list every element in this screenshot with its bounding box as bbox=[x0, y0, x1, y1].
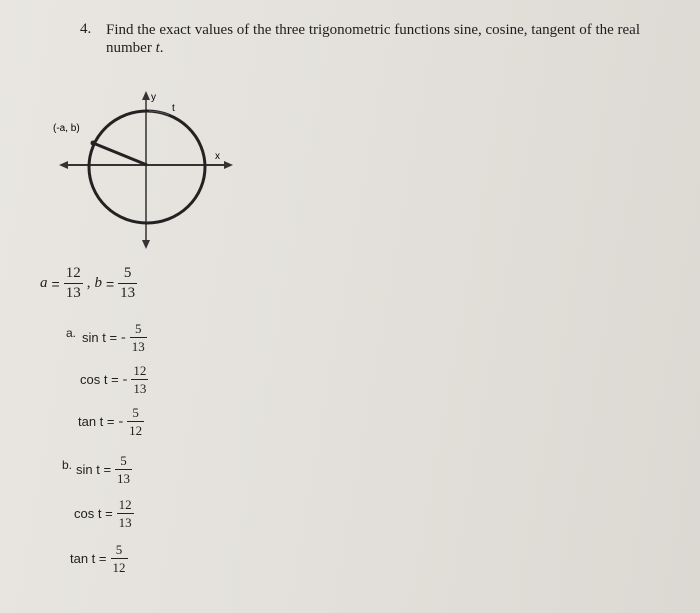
part-b-cos-row bbox=[74, 498, 134, 529]
b-denominator: 13 bbox=[120, 285, 136, 301]
part-b-sin-row bbox=[76, 454, 132, 485]
part-b-cos-denominator: 13 bbox=[118, 515, 132, 530]
part-a-tan-row bbox=[78, 406, 144, 437]
part-a-cos-denominator: 13 bbox=[133, 381, 147, 396]
part-b-sin-fraction bbox=[115, 454, 132, 485]
y-axis-up-arrow bbox=[142, 91, 150, 100]
question-text-prefix: Find the exact values of the three trigonometric functions sine, cosine, tangent of the real number bbox=[106, 22, 640, 56]
part-b-tan-denominator: 12 bbox=[112, 560, 126, 575]
a-fraction bbox=[64, 266, 83, 301]
part-b-label: b. bbox=[62, 458, 73, 472]
part-a-tan-sign: - bbox=[118, 413, 124, 429]
part-a-sin-denominator: 13 bbox=[131, 339, 145, 354]
part-a-sin-numerator: 5 bbox=[134, 321, 142, 336]
b-equals: = bbox=[105, 275, 115, 292]
point-marker bbox=[91, 141, 96, 146]
a-variable: a bbox=[40, 275, 48, 291]
part-a-sin-sign: - bbox=[121, 329, 126, 345]
part-b-tan-row bbox=[70, 543, 128, 574]
part-a-cos-row bbox=[80, 364, 148, 395]
part-b-tan-numerator: 5 bbox=[115, 542, 123, 557]
question-variable: t bbox=[155, 40, 160, 56]
unit-circle bbox=[89, 111, 205, 223]
part-b-tan-fn: tan t = bbox=[70, 551, 107, 566]
y-axis-label: y bbox=[151, 92, 156, 103]
part-a-cos-fraction bbox=[131, 364, 148, 395]
question-number: 4. bbox=[80, 21, 92, 37]
comma: , bbox=[86, 275, 91, 291]
part-a-cos-sign: - bbox=[122, 371, 128, 387]
given-values bbox=[40, 266, 137, 301]
terminal-ray bbox=[93, 143, 147, 165]
t-label: t bbox=[172, 103, 175, 114]
y-axis-down-arrow bbox=[142, 240, 150, 249]
x-axis-label: x bbox=[215, 151, 220, 162]
part-a-cos-fn: cos t = bbox=[80, 372, 119, 387]
question-text-suffix: . bbox=[159, 40, 164, 56]
part-a-tan-fn: tan t = bbox=[78, 414, 115, 429]
part-b-cos-fn: cos t = bbox=[74, 506, 113, 521]
part-b-cos-numerator: 12 bbox=[118, 497, 132, 512]
part-b-tan-fraction bbox=[111, 543, 128, 574]
point-label: (-a, b) bbox=[53, 123, 80, 134]
a-denominator: 13 bbox=[65, 285, 81, 301]
part-b-sin-fn: sin t = bbox=[76, 462, 112, 477]
part-a-tan-fraction bbox=[127, 406, 144, 437]
x-axis-left-arrow bbox=[59, 161, 68, 169]
part-b-cos-fraction bbox=[117, 498, 134, 529]
part-a-label: a. bbox=[66, 326, 77, 340]
b-numerator: 5 bbox=[123, 265, 132, 281]
part-a-tan-numerator: 5 bbox=[132, 405, 139, 420]
part-a-sin-row bbox=[82, 322, 147, 353]
unit-circle-diagram bbox=[45, 85, 245, 255]
x-axis-right-arrow bbox=[224, 161, 233, 169]
part-a-cos-numerator: 12 bbox=[133, 363, 147, 378]
part-a-sin-fraction bbox=[130, 322, 147, 353]
part-b-sin-numerator: 5 bbox=[120, 453, 127, 468]
question-text bbox=[106, 21, 681, 57]
b-variable: b bbox=[94, 275, 102, 291]
part-a-sin-fn: sin t = bbox=[82, 330, 118, 345]
a-numerator: 12 bbox=[65, 265, 81, 281]
b-fraction bbox=[118, 266, 137, 301]
a-equals: = bbox=[51, 275, 60, 292]
part-b-sin-denominator: 13 bbox=[117, 471, 131, 486]
part-a-tan-denominator: 12 bbox=[129, 423, 143, 438]
